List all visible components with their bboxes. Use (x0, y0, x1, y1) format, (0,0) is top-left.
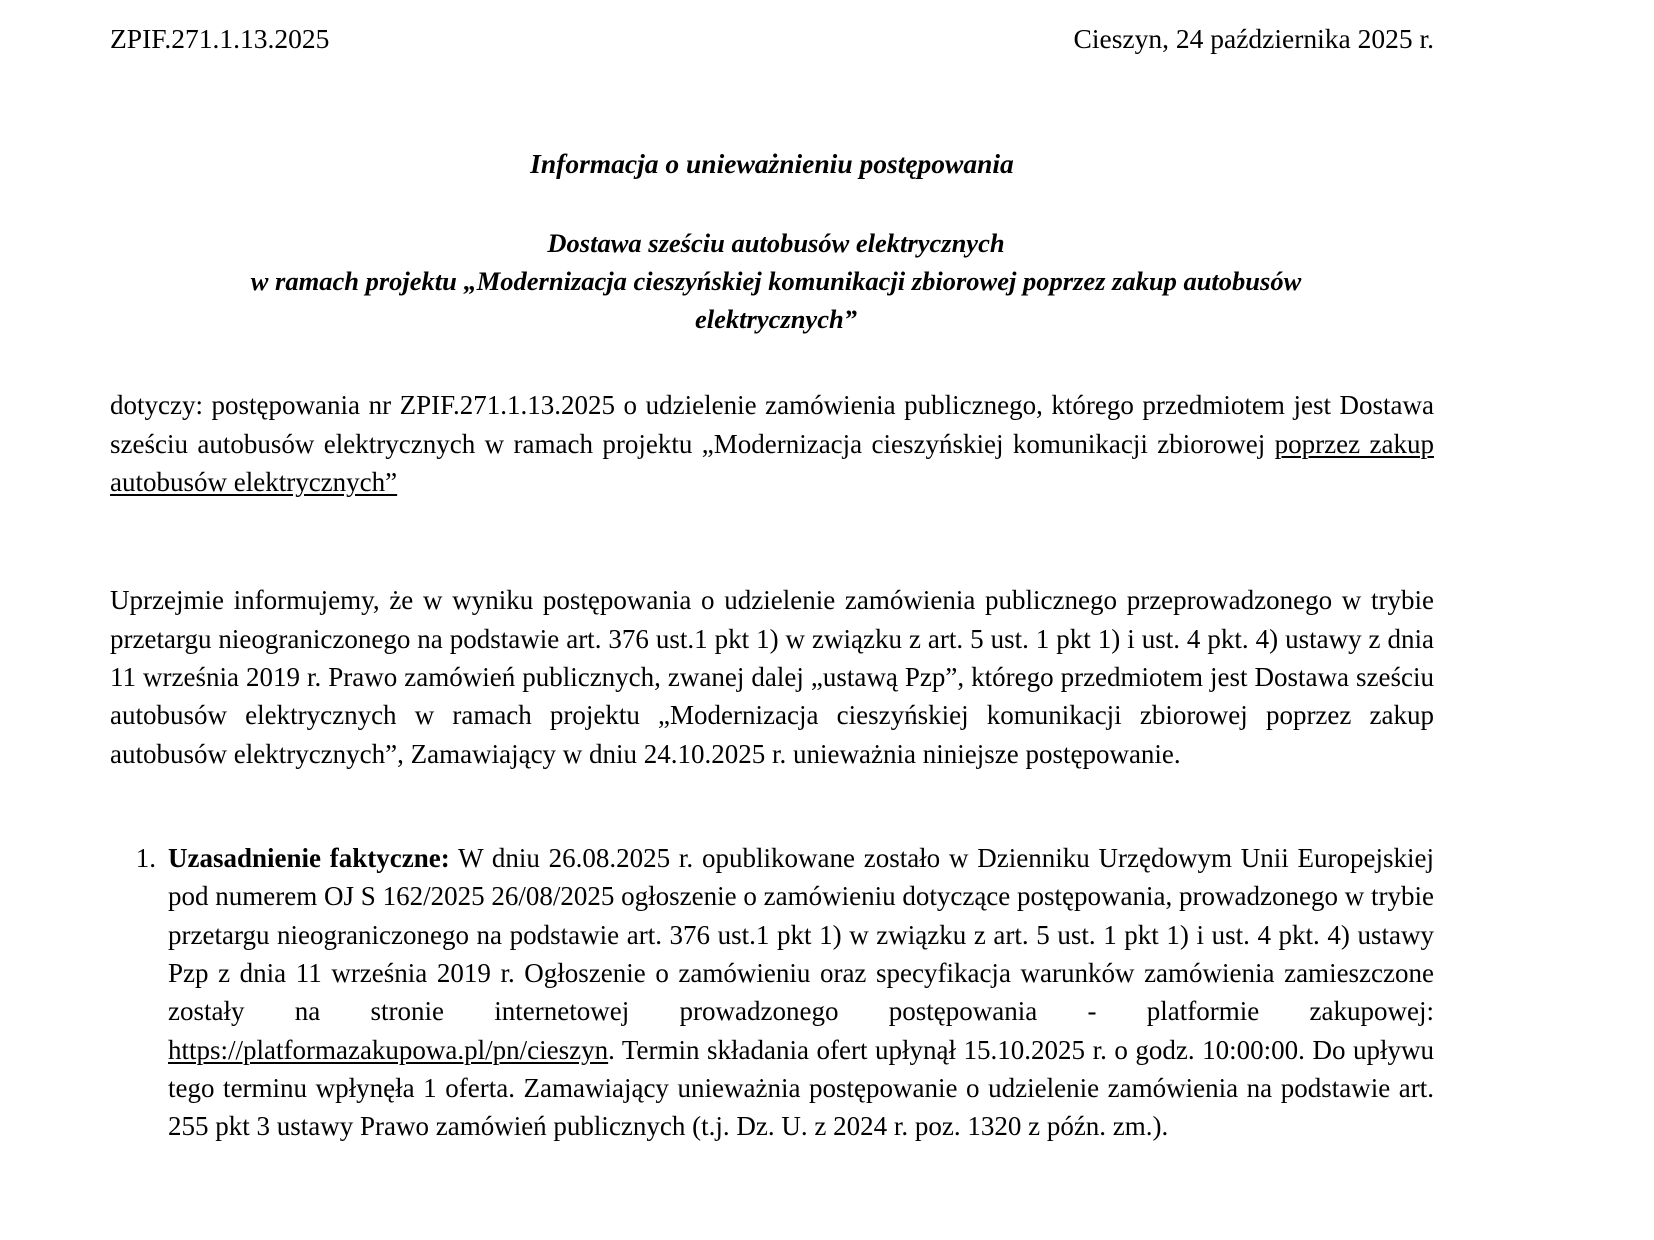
subject-paragraph-lead: dotyczy: postępowania nr ZPIF.271.1.13.2025 o udzielenie zamówienia publicznego, którego przedmiotem jest Dostawa sześciu autobusów elektrycznych w ramach projektu „Modernizacja cieszyńskiej komunikacji zbiorowej (110, 390, 1434, 459)
page-title: Informacja o unieważnieniu postępowania (530, 148, 1014, 179)
list-item-text-before-url: W dniu 26.08.2025 r. opublikowane zostało w Dzienniku Urzędowym Unii Europejskiej pod numerem OJ S 162/2025 26/08/2025 ogłoszenie o zamówieniu dotyczące postępowania, prowadzonego w trybie przetargu nieograniczonego na podstawie art. 376 ust.1 pkt 1) w związku z art. 5 ust. 1 pkt 1) i ust. 4 pkt. 4) ustawy Pzp z dnia 11 września 2019 r. Ogłoszenie o zamówieniu oraz specyfikacja warunków zamówienia zamieszczone zostały na stronie internetowej prowadzonego postępowania - platformie zakupowej: (168, 842, 1435, 1027)
list-item-text-after-url: . Termin składania ofert upłynął 15.10.2025 r. o godz. 10:00:00. Do upływu tego terminu wpłynęła 1 oferta. Zamawiający unieważnia postępowanie o udzielenie zamówienia na podstawie art. 255 pkt 3 ustawy Prawo zamówień publicznych (t.j. Dz. U. z 2024 r. poz. 1320 z późn. zm.). (168, 1034, 1434, 1142)
case-reference-number: ZPIF.271.1.13.2025 (110, 23, 330, 54)
justification-list (110, 839, 1464, 1146)
subject-title (110, 225, 1464, 338)
subject-title-line-1: Dostawa sześciu autobusów elektrycznych (547, 228, 1005, 259)
subject-title-line-2: w ramach projektu „Modernizacja cieszyńskiej komunikacji zbiorowej poprzez zakup autobusów (250, 266, 1302, 296)
list-item (110, 839, 1434, 1146)
document-header (110, 22, 1464, 55)
subject-paragraph-underlined-tail: poprzez zakup autobusów elektrycznych” (110, 428, 1434, 497)
main-paragraph: Uprzejmie informujemy, że w wyniku postępowania o udzielenie zamówienia publicznego przeprowadzonego w trybie przetargu nieograniczonego na podstawie art. 376 ust.1 pkt 1) w związku z art. 5 ust. 1 pkt 1) i ust. 4 pkt. 4) ustawy z dnia 11 września 2019 r. Prawo zamówień publicznych, zwanej dalej „ustawą Pzp”, którego przedmiotem jest Dostawa sześciu autobusów elektrycznych w ramach projektu „Modernizacja cieszyńskiej komunikacji zbiorowej poprzez zakup autobusów elektrycznych”, Zamawiający w dniu 24.10.2025 r. unieważnia niniejsze postępowanie. (110, 585, 1434, 769)
list-item-marker: 1. (135, 842, 156, 873)
procurement-platform-link[interactable]: https://platformazakupowa.pl/pn/cieszyn (168, 1034, 609, 1065)
subject-paragraph (110, 386, 1464, 501)
place-and-date: Cieszyn, 24 października 2025 r. (1073, 23, 1434, 54)
list-item-label: Uzasadnienie faktyczne: (168, 842, 450, 873)
subject-title-line-3: elektrycznych” (695, 303, 857, 334)
